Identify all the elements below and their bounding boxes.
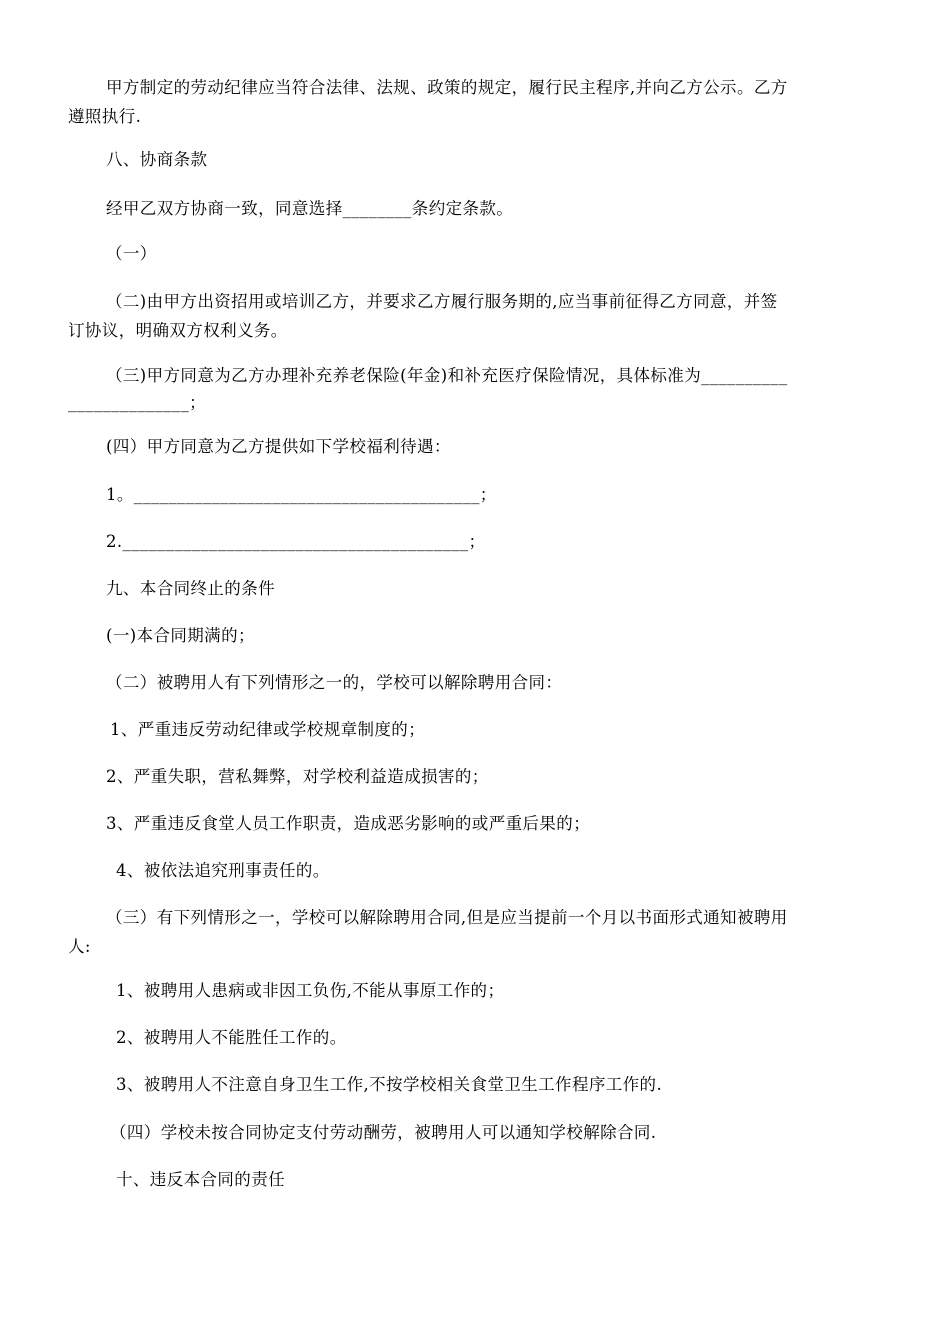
welfare-item-1: 1。________________________________________； (106, 485, 497, 504)
clause-9-2-item-4: 4、被依法追究刑事责任的。 (116, 861, 330, 880)
clause-8-1: （一） (106, 244, 157, 263)
clause-9-2-item-1: 1、严重违反劳动纪律或学校规章制度的； (110, 720, 426, 739)
section-heading-10: 十、违反本合同的责任 (116, 1170, 285, 1189)
paragraph-labor-discipline-cont: 遵照执行. (68, 107, 142, 126)
paragraph-labor-discipline: 甲方制定的劳动纪律应当符合法律、法规、政策的规定，履行民主程序,并向乙方公示。乙方 (106, 78, 788, 97)
clause-8-3: （三)甲方同意为乙方办理补充养老保险(年金)和补充医疗保险情况，具体标准为__________ (106, 366, 788, 385)
clause-9-2-item-2: 2、严重失职，营私舞弊，对学校利益造成损害的； (106, 767, 489, 786)
clause-9-3: （三）有下列情形之一，学校可以解除聘用合同,但是应当提前一个月以书面形式通知被聘用 (106, 908, 788, 927)
clause-8-4: (四）甲方同意为乙方提供如下学校福利待遇： (106, 437, 451, 456)
clause-8-3-cont: ______________； (68, 393, 206, 412)
paragraph-negotiation: 经甲乙双方协商一致，同意选择________条约定条款。 (106, 199, 514, 218)
clause-9-3-cont: 人: (68, 937, 91, 956)
clause-8-2: （二)由甲方出资招用或培训乙方，并要求乙方履行服务期的,应当事前征得乙方同意，并签 (106, 292, 778, 311)
clause-8-2-cont: 订协议，明确双方权利义务。 (68, 321, 288, 340)
clause-9-3-item-2: 2、被聘用人不能胜任工作的。 (116, 1028, 347, 1047)
clause-9-3-item-1: 1、被聘用人患病或非因工负伤,不能从事原工作的； (116, 981, 505, 1000)
clause-9-2-item-3: 3、严重违反食堂人员工作职责，造成恶劣影响的或严重后果的； (106, 814, 591, 833)
welfare-item-2: 2.________________________________________； (106, 532, 486, 551)
clause-9-2: （二）被聘用人有下列情形之一的，学校可以解除聘用合同： (106, 673, 563, 692)
clause-9-1: (一)本合同期满的； (106, 626, 255, 645)
section-heading-9: 九、本合同终止的条件 (106, 579, 275, 598)
section-heading-8: 八、协商条款 (106, 150, 208, 169)
clause-9-3-item-3: 3、被聘用人不注意自身卫生工作,不按学校相关食堂卫生工作程序工作的. (116, 1075, 663, 1094)
clause-9-4: （四）学校未按合同协定支付劳动酬劳，被聘用人可以通知学校解除合同. (110, 1123, 657, 1142)
